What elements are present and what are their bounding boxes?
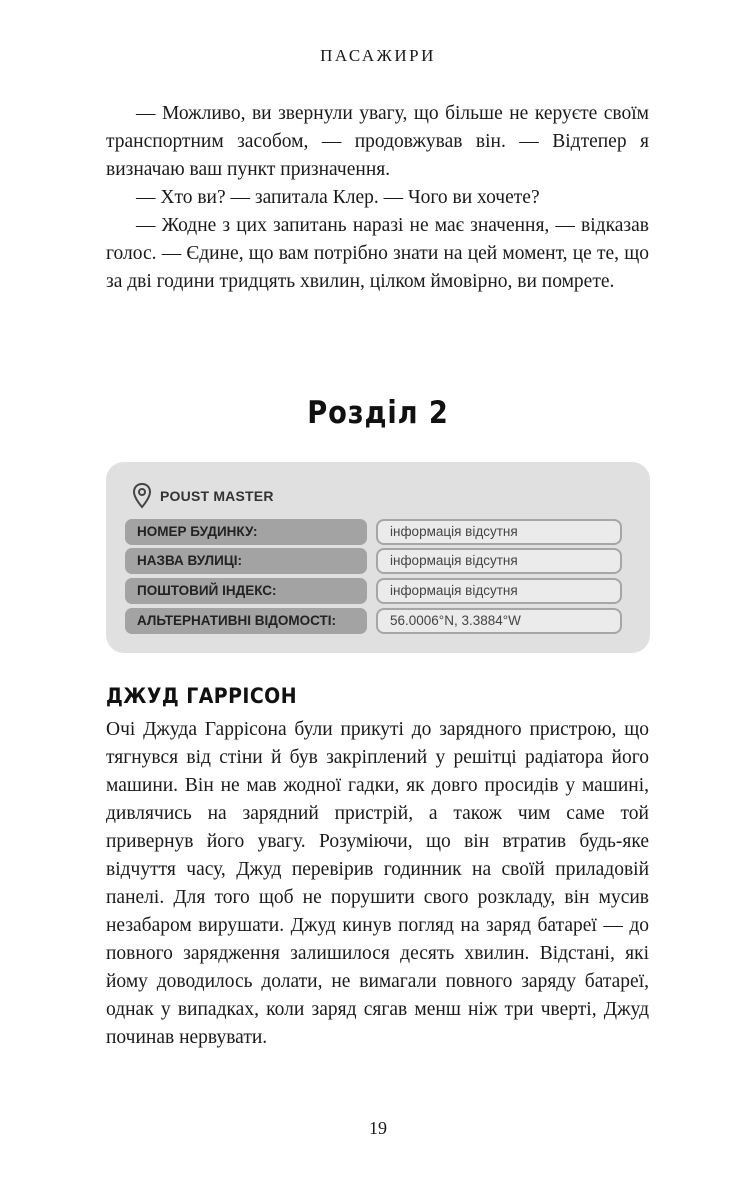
card-header [132, 482, 274, 510]
body-paragraph: Очі Джуда Гаррісона були прикуті до зарядного пристрою, що тягнувся від стіни й був закріплений у решітці радіатора його машини. Він не мав жодної гадки, як довго просидів у машині, дивлячись на зарядний пристрій, а також чим саме той привернув його увагу. Розуміючи, що він втратив будь-яке відчуття часу, Джуд перевірив годинник на своїй приладовій панелі. Для того щоб не порушити свого розкладу, він мусив незабаром вирушати. Джуд кинув погляд на заряд батареї — до повного зарядження залишилося десять хвилин. Відстані, які йому доводилось долати, не вимагали повного заряду батареї, однак у випадках, коли заряд сягав менш ніж три чверті, Джуд починав нервувати. [106, 719, 649, 1048]
house-number-field: інформація відсутня [376, 519, 622, 545]
section-heading: ДЖУД ГАРРІСОН [106, 684, 297, 708]
page-number: 19 [369, 1118, 387, 1138]
location-pin-icon [132, 482, 152, 510]
dialogue-paragraph: — Жодне з цих запитань наразі не має значення, — відказав голос. — Єдине, що вам потрібно знати на цей момент, це те, що за дві години тридцять хвилин, цілком ймовірно, ви помрете. [106, 215, 649, 292]
street-name-label: НАЗВА ВУЛИЦІ: [125, 548, 367, 574]
alternative-info-label: АЛЬТЕРНАТИВНІ ВІДОМОСТІ: [125, 608, 367, 634]
postal-code-field: інформація відсутня [376, 578, 622, 604]
card-title: POUST MASTER [160, 488, 274, 504]
address-card [106, 462, 650, 653]
postal-code-label: ПОШТОВИЙ ІНДЕКС: [125, 578, 367, 604]
chapter-title: Розділ 2 [307, 395, 449, 431]
street-name-field: інформація відсутня [376, 548, 622, 574]
alternative-info-field: 56.0006°N, 3.3884°W [376, 608, 622, 634]
dialogue-paragraph: — Хто ви? — запитала Клер. — Чого ви хочете? [136, 187, 540, 208]
dialogue-paragraph: — Можливо, ви звернули увагу, що більше не керуєте своїм транспортним засобом, — продовжував він. — Відтепер я визначаю ваш пункт призначення. [106, 103, 649, 180]
running-header: ПАСАЖИРИ [320, 46, 436, 65]
house-number-label: НОМЕР БУДИНКУ: [125, 519, 367, 545]
